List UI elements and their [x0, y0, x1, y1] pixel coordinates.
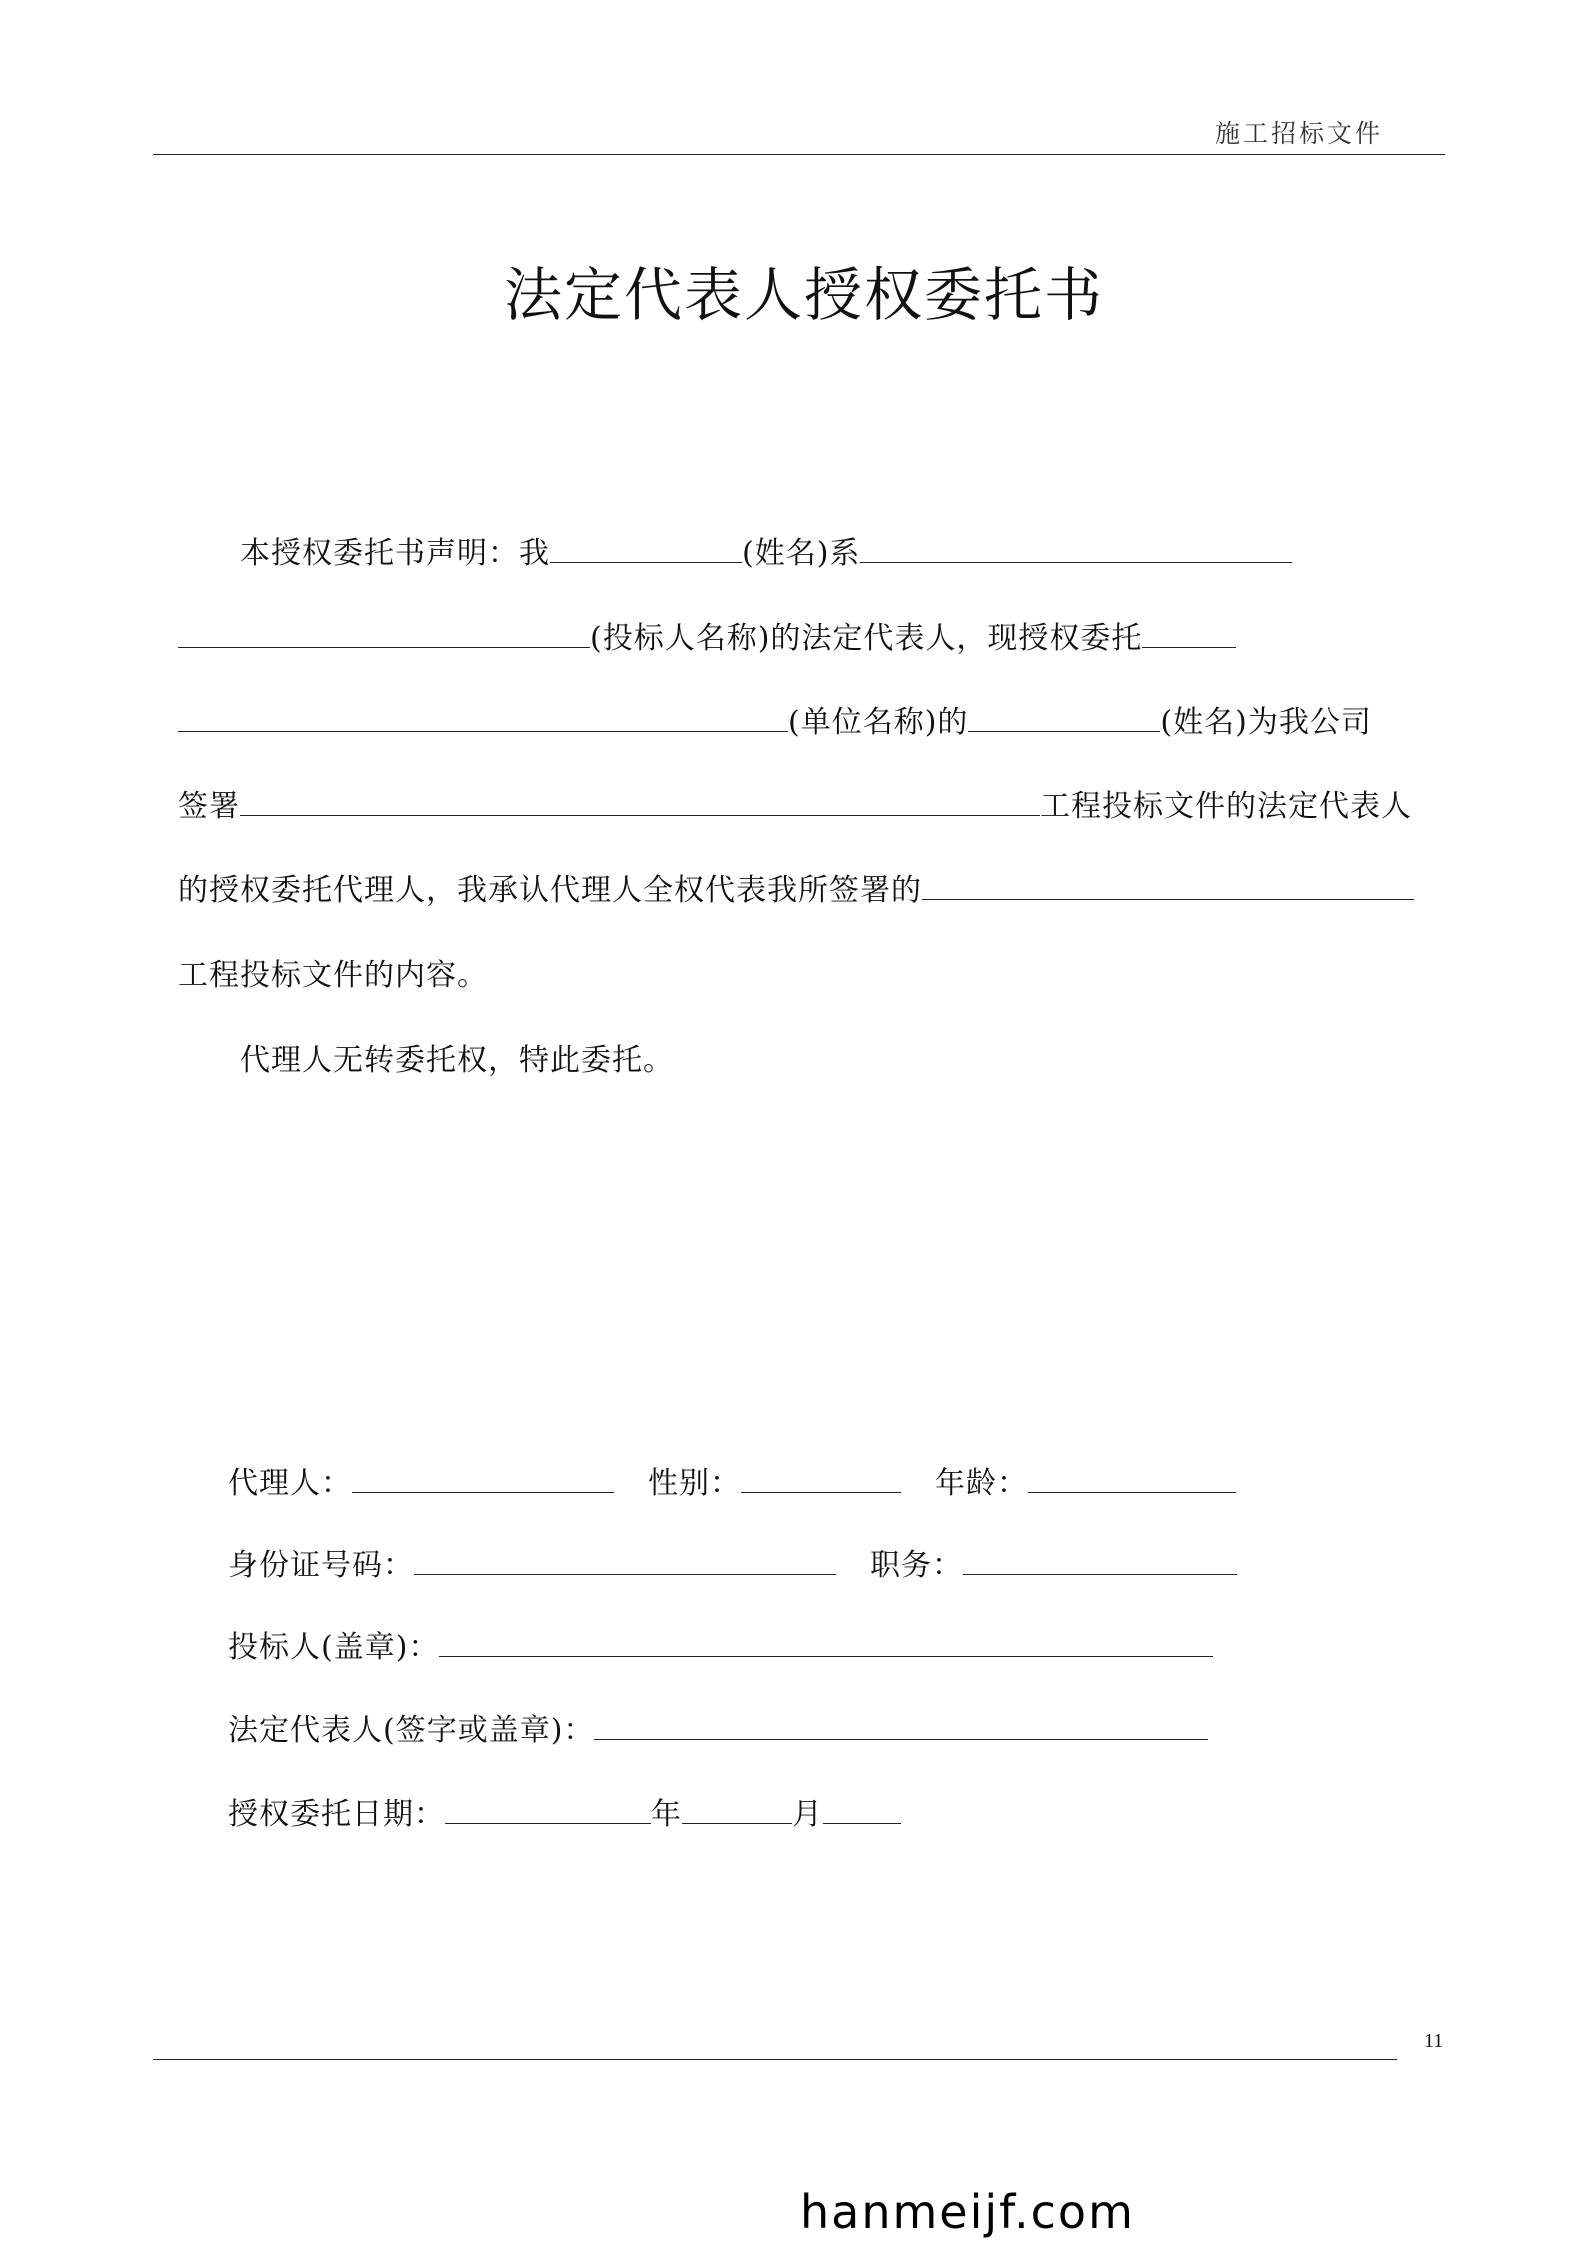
gender-field [741, 1464, 901, 1493]
page-number: 11 [1424, 2030, 1444, 2052]
day-field [823, 1795, 901, 1824]
header-rule [153, 154, 1445, 155]
sign-prefix: 签署 [178, 789, 240, 824]
signed-project-blank [922, 871, 1414, 900]
body-line-5 [178, 865, 1414, 909]
form-row-date [228, 1789, 901, 1833]
footer-rule [153, 2059, 1397, 2060]
position-field [963, 1546, 1237, 1575]
unit-name-suffix: (单位名称)的 [788, 705, 969, 740]
age-field [1028, 1464, 1236, 1493]
gender-label: 性别： [648, 1466, 741, 1501]
age-label: 年龄： [935, 1466, 1028, 1501]
id-number-field [414, 1546, 836, 1575]
legal-rep-field [594, 1711, 1208, 1740]
agent-name-blank [968, 703, 1160, 732]
bidder-seal-field [439, 1628, 1213, 1657]
id-number-label: 身份证号码： [228, 1548, 414, 1583]
declaration-prefix: 本授权委托书声明：我 [240, 536, 550, 571]
form-row-agent [228, 1458, 1236, 1502]
header-label: 施工招标文件 [1215, 119, 1384, 148]
entrust-blank [1142, 619, 1236, 648]
agent-name-suffix: (姓名)为我公司 [1160, 705, 1372, 740]
bidder-name-suffix: (投标人名称)的法定代表人，现授权委托 [590, 621, 1143, 656]
year-field [445, 1795, 651, 1824]
bidder-seal-label: 投标人(盖章)： [228, 1630, 440, 1665]
principal-relation-blank [860, 534, 1292, 563]
acknowledgement-text: 的授权委托代理人，我承认代理人全权代表我所签署的 [178, 873, 922, 908]
body-line-3 [178, 697, 1372, 741]
unit-name-blank [178, 703, 788, 732]
form-row-id [228, 1540, 1237, 1584]
year-label: 年 [651, 1797, 682, 1832]
body-line-1 [240, 528, 1292, 572]
agent-field [352, 1464, 614, 1493]
project-name-blank [240, 787, 1040, 816]
principal-name-blank [550, 534, 742, 563]
body-line-2 [178, 613, 1236, 657]
body-line-6: 工程投标文件的内容。 [178, 958, 488, 993]
form-row-bidder [228, 1622, 1213, 1666]
form-row-legal-rep [228, 1705, 1208, 1749]
body-line-4 [178, 781, 1412, 825]
name-suffix: (姓名)系 [742, 536, 861, 571]
sign-suffix: 工程投标文件的法定代表人 [1040, 789, 1412, 824]
month-field [682, 1795, 792, 1824]
body-line-7: 代理人无转委托权，特此委托。 [240, 1043, 674, 1078]
position-label: 职务： [870, 1548, 963, 1583]
month-label: 月 [792, 1797, 823, 1832]
bidder-name-blank [178, 619, 590, 648]
date-label: 授权委托日期： [228, 1797, 445, 1832]
watermark-text: hanmeijf.com [800, 2185, 1135, 2239]
legal-rep-label: 法定代表人(签字或盖章)： [228, 1713, 595, 1748]
agent-label: 代理人： [228, 1466, 352, 1501]
document-title: 法定代表人授权委托书 [504, 261, 1105, 329]
